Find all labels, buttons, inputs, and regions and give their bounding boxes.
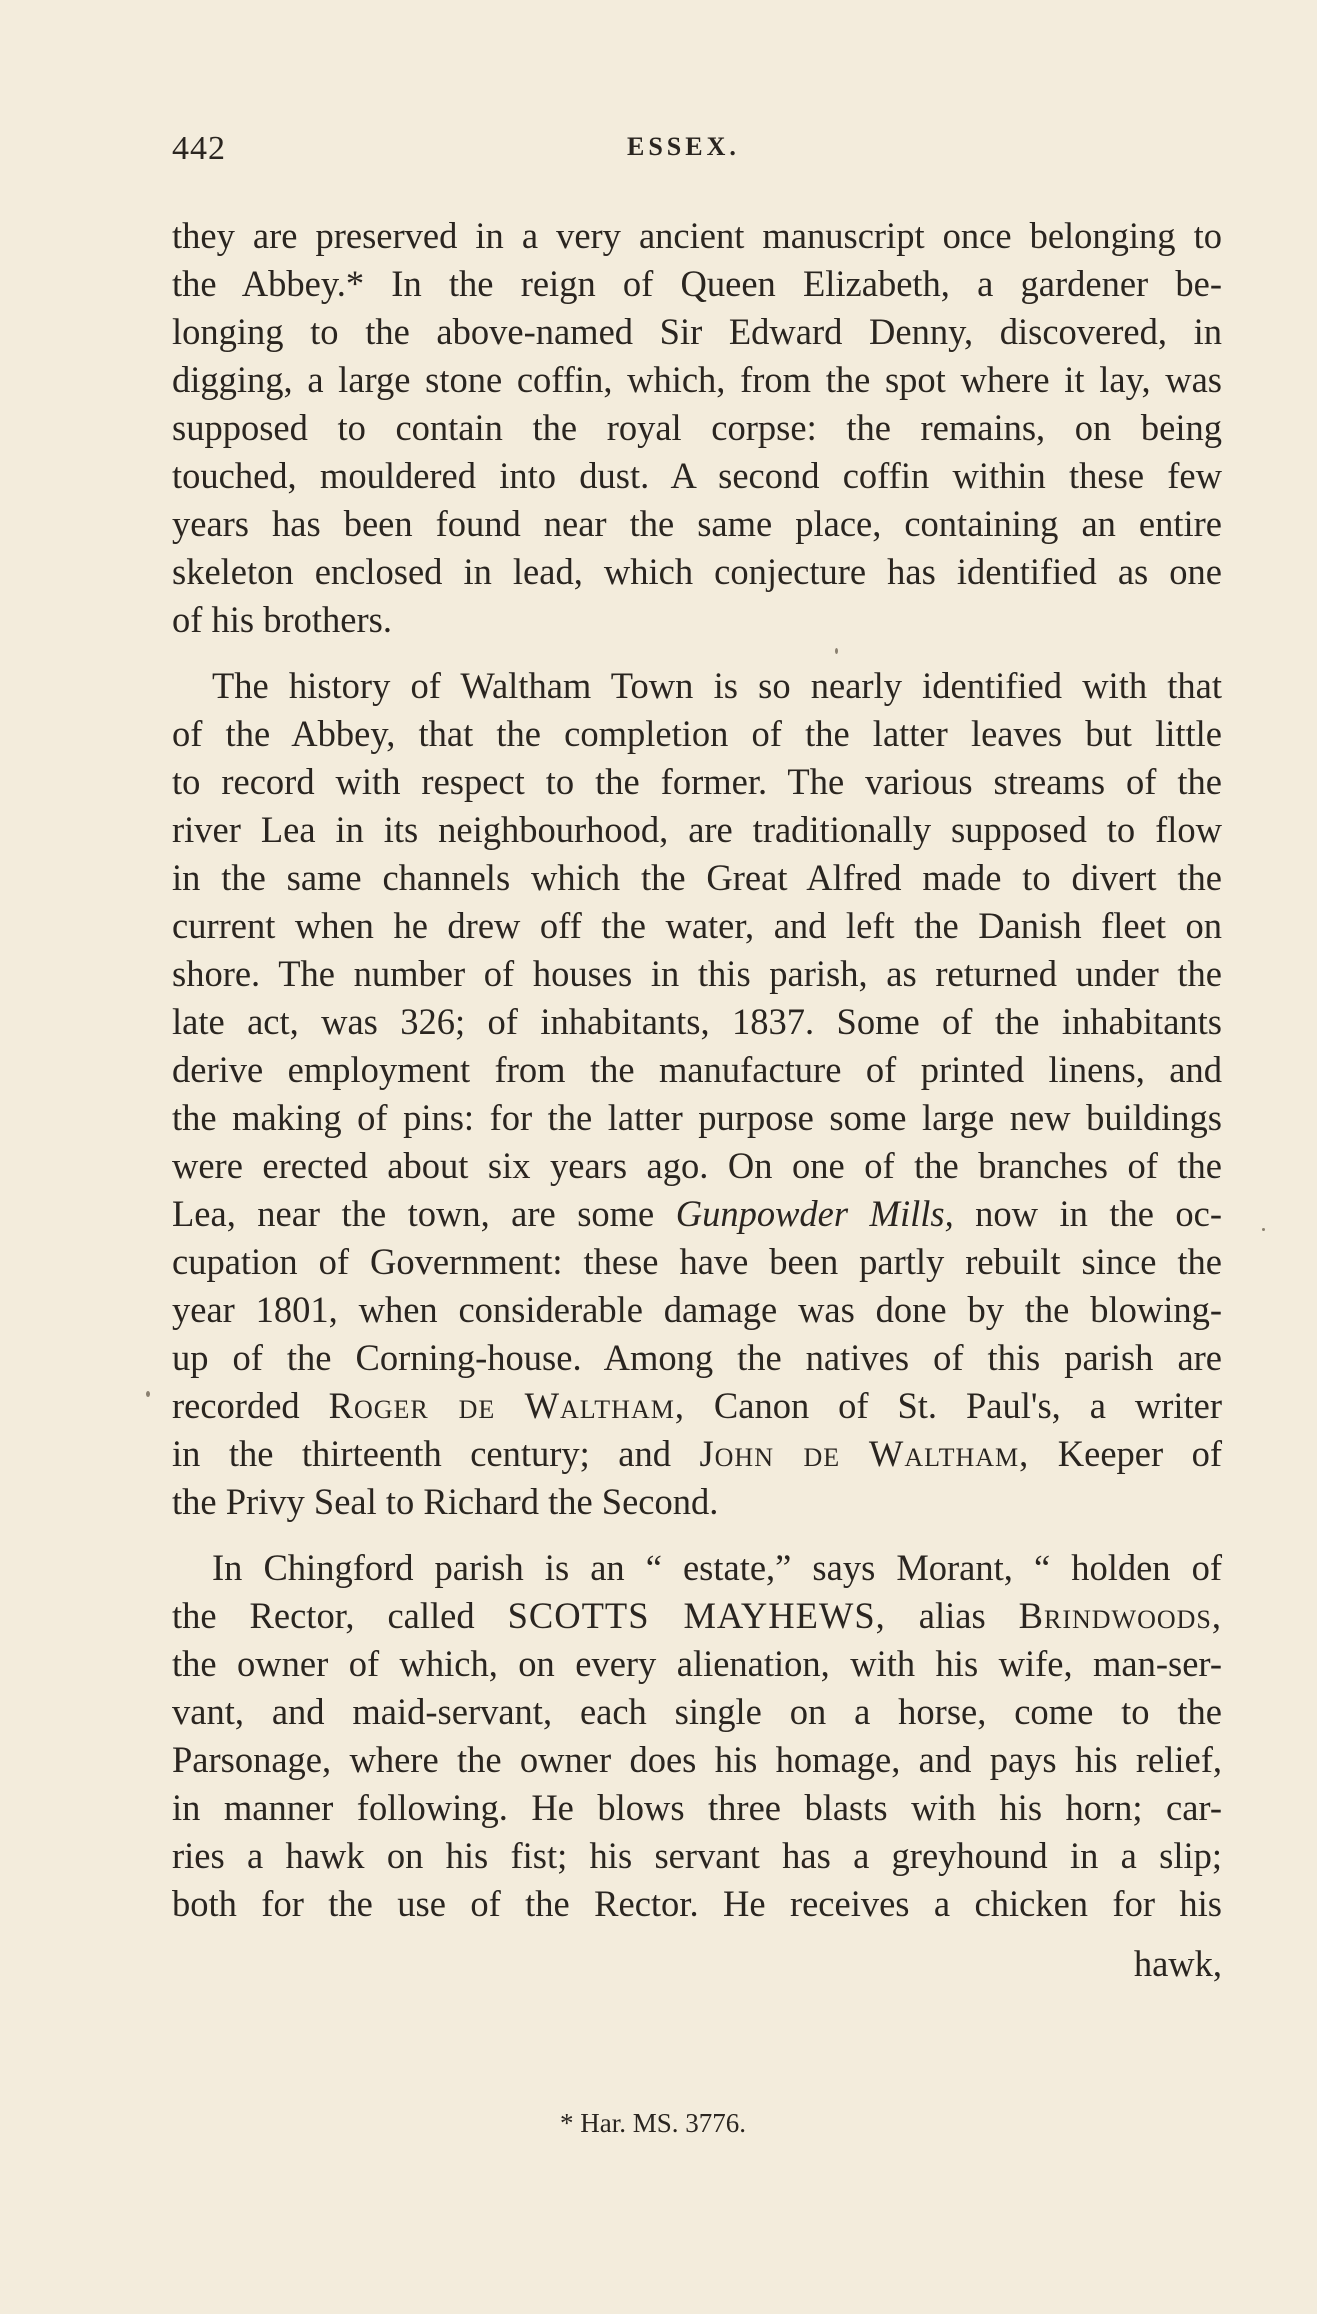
text-line: they are preserved in a very ancient manuscript once belonging to	[172, 215, 1222, 256]
text-line: the Abbey.* In the reign of Queen Elizabeth, a gardener be-	[172, 263, 1222, 304]
paragraph-start-line: In Chingford parish is an “ estate,” says Morant, “ holden of	[212, 1547, 1222, 1588]
text-line: the making of pins: for the latter purpose some large new buildings	[172, 1097, 1222, 1138]
text-line: Parsonage, where the owner does his homage, and pays his relief,	[172, 1739, 1222, 1780]
text-line: longing to the above-named Sir Edward Denny, discovered, in	[172, 311, 1222, 352]
text-line	[172, 1382, 1222, 1430]
text-line	[172, 1592, 1222, 1640]
running-head: ESSEX.	[627, 132, 740, 161]
text-line: year 1801, when considerable damage was done by the blowing-	[172, 1289, 1222, 1330]
text-line: derive employment from the manufacture of printed linens, and	[172, 1049, 1222, 1090]
text-line: ries a hawk on his fist; his servant has a greyhound in a slip;	[172, 1835, 1222, 1876]
text-line: of the Abbey, that the completion of the latter leaves but little	[172, 713, 1222, 754]
paper-speck	[1262, 1228, 1265, 1231]
text-line: skeleton enclosed in lead, which conjecture has identified as one	[172, 551, 1222, 592]
page-number: 442	[172, 130, 226, 167]
estate-name: SCOTTS MAYHEWS,	[507, 1595, 886, 1636]
text-line: digging, a large stone coffin, which, from the spot where it lay, was	[172, 359, 1222, 400]
text-line	[172, 1430, 1222, 1478]
text-line: both for the use of the Rector. He receives a chicken for his	[172, 1883, 1222, 1924]
text-line: cupation of Government: these have been partly rebuilt since the	[172, 1241, 1222, 1282]
text-run: recorded	[172, 1385, 329, 1426]
text-line: shore. The number of houses in this parish, as returned under the	[172, 953, 1222, 994]
text-line: river Lea in its neighbourhood, are traditionally supposed to flow	[172, 809, 1222, 850]
text-line: to record with respect to the former. The various streams of the	[172, 761, 1222, 802]
page-header	[172, 130, 1222, 180]
text-line: supposed to contain the royal corpse: the remains, on being	[172, 407, 1222, 448]
text-line: of his brothers.	[172, 599, 392, 640]
proper-name: John de Waltham,	[699, 1433, 1030, 1474]
paper-speck	[835, 648, 838, 654]
paper-speck	[146, 1391, 150, 1397]
footnote: * Har. MS. 3776.	[560, 2108, 747, 2138]
text-run: in the thirteenth century; and	[172, 1433, 700, 1474]
text-run: now in the oc-	[953, 1193, 1222, 1234]
text-line: late act, was 326; of inhabitants, 1837. Some of the inhabitants	[172, 1001, 1222, 1042]
text-line: touched, mouldered into dust. A second coffin within these few	[172, 455, 1222, 496]
text-line: vant, and maid-servant, each single on a horse, come to the	[172, 1691, 1222, 1732]
text-line: current when he drew off the water, and left the Danish fleet on	[172, 905, 1222, 946]
text-run: alias	[885, 1595, 1019, 1636]
text-line: the Privy Seal to Richard the Second.	[172, 1481, 719, 1522]
text-line	[172, 1190, 1222, 1238]
text-line: were erected about six years ago. On one of the branches of the	[172, 1145, 1222, 1186]
text-run: Lea, near the town, are some	[172, 1193, 676, 1234]
catchword: hawk,	[1133, 1943, 1222, 1984]
alias-name: Brindwoods,	[1018, 1595, 1222, 1636]
paragraph-start-line: The history of Waltham Town is so nearly identified with that	[212, 665, 1222, 706]
text-run: the Rector, called	[172, 1595, 508, 1636]
proper-name: Roger de Waltham,	[328, 1385, 685, 1426]
text-line: in the same channels which the Great Alfred made to divert the	[172, 857, 1222, 898]
italic-term: Gunpowder Mills,	[675, 1193, 954, 1234]
text-line: years has been found near the same place, containing an entire	[172, 503, 1222, 544]
text-line: in manner following. He blows three blasts with his horn; car-	[172, 1787, 1222, 1828]
text-run: Canon of St. Paul's, a writer	[684, 1385, 1222, 1426]
text-line: up of the Corning-house. Among the natives of this parish are	[172, 1337, 1222, 1378]
text-line: the owner of which, on every alienation, with his wife, man-ser-	[172, 1643, 1222, 1684]
text-run: Keeper of	[1029, 1433, 1223, 1474]
